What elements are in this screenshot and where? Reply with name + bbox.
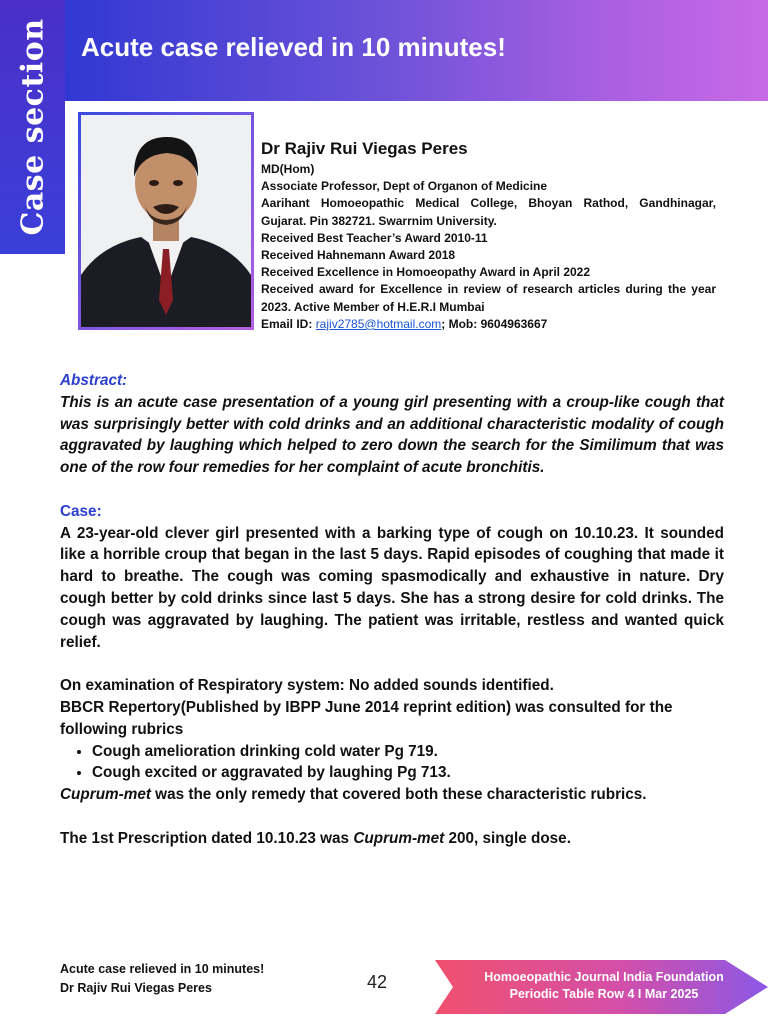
mobile-number: ; Mob: 9604963667 xyxy=(441,316,548,331)
case-text: A 23-year-old clever girl presented with a barking type of cough on 10.10.23. It sounded like a horrible croup that began in the last 5 days. Rapid episodes of coughing that made it hard to breathe. The cough was coming spasmodically and exhaustive in nature. Dry cough better by cold drinks since last 5 days. She has a strong desire for cold drinks. The cough was aggravated by laughing. The patient was irritable, restless and wanted quick relief. xyxy=(60,524,724,651)
article-body xyxy=(60,370,724,850)
rubric-list xyxy=(60,741,724,785)
author-degree: MD(Hom) xyxy=(261,162,315,176)
author-bio xyxy=(261,138,716,333)
abstract-text: This is an acute case presentation of a young girl presenting with a croup-like cough that was surprisingly better with cold drinks and an additional characteristic modality of cough aggravated by laughing which helped to zero down the search for the Similimum that was one of the row four remedies for her complaint of acute bronchitis. xyxy=(60,393,724,477)
section-tab-label: Case section xyxy=(15,18,50,236)
section-tab xyxy=(0,0,65,254)
page-title: Acute case relieved in 10 minutes! xyxy=(81,32,506,62)
case-heading: Case: xyxy=(60,502,102,520)
author-award-1: Received Best Teacher’s Award 2010-11 xyxy=(261,230,488,245)
email-label: Email ID: xyxy=(261,316,316,331)
page-header xyxy=(65,0,768,101)
author-contact xyxy=(261,316,716,333)
footer-title: Acute case relieved in 10 minutes! xyxy=(60,962,265,976)
journal-name: Homoeopathic Journal India Foundation xyxy=(484,970,724,984)
author-award-2: Received Hahnemann Award 2018 xyxy=(261,248,456,263)
author-name: Dr Rajiv Rui Viegas Peres xyxy=(261,139,468,158)
remedy-text: was the only remedy that covered both these characteristic rubrics. xyxy=(150,786,647,804)
journal-issue: Periodic Table Row 4 I Mar 2025 xyxy=(509,987,699,1001)
footer-author: Dr Rajiv Rui Viegas Peres xyxy=(60,981,212,995)
prescription-statement xyxy=(60,828,724,850)
rx-prefix: The 1st Prescription dated 10.10.23 was xyxy=(60,829,354,847)
abstract-heading: Abstract: xyxy=(60,372,128,389)
author-portrait-image xyxy=(81,115,251,327)
rx-suffix: 200, single dose. xyxy=(444,829,571,847)
page-number: 42 xyxy=(367,972,388,992)
author-photo xyxy=(78,112,254,330)
rx-remedy: Cuprum-met xyxy=(353,829,445,847)
author-award-3: Received Excellence in Homoeopathy Award in April 2022 xyxy=(261,265,591,280)
author-award-4: Received award for Excellence in review of research articles during the year 2023. Active Member of H.E.R.I Mumbai xyxy=(261,282,716,314)
author-position: Associate Professor, Dept of Organon of Medicine xyxy=(261,179,548,194)
list-item: • Cough excited or aggravated by laughing Pg 713. xyxy=(92,762,724,784)
exam-text: On examination of Respiratory system: No added sounds identified. xyxy=(60,677,554,695)
footer-article-info xyxy=(60,960,264,998)
remedy-statement xyxy=(60,784,724,806)
remedy-name: Cuprum-met xyxy=(60,786,151,804)
list-item: • Cough amelioration drinking cold water Pg 719. xyxy=(92,741,724,763)
repertory-text: BBCR Repertory(Published by IBPP June 2014 reprint edition) was consulted for the following rubrics xyxy=(60,698,673,738)
author-institution: Aarihant Homoeopathic Medical College, Bhoyan Rathod, Gandhinagar, Gujarat. Pin 382721. Swarrnim University. xyxy=(261,196,716,228)
journal-banner xyxy=(435,960,768,1014)
email-link[interactable]: rajiv2785@hotmail.com xyxy=(315,316,442,331)
